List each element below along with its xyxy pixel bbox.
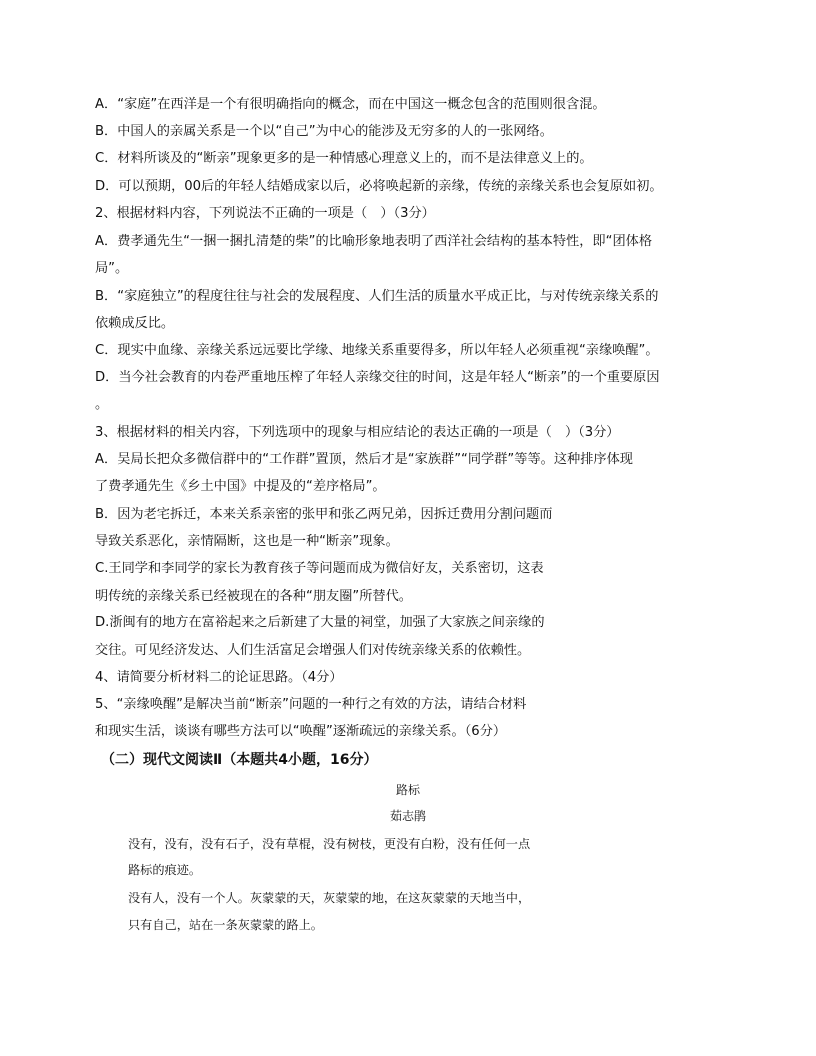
poem-author: 茹志鹃 [389,809,426,823]
section-title: （二）现代文阅读Ⅱ（本题共4小题，16分） [101,752,378,768]
text-line: C．现实中血缘、亲缘关系远远要比学缘、地缘关系重要得多，所以年轻人必须重视“亲缘唤醒”。 [95,343,659,358]
text-line: 导致关系恶化，亲情隔断，这也是一种“断亲”现象。 [95,534,399,549]
text-line: 交往。可见经济发达、人们生活富足会增强人们对传统亲缘关系的依赖性。 [95,643,531,658]
text-line: D．当今社会教育的内卷严重地压榨了年轻人亲缘交往的时间，这是年轻人“断亲”的一个重要原因 [95,370,660,385]
text-line: D.浙闽有的地方在富裕起来之后新建了大量的祠堂，加强了大家族之间亲缘的 [95,615,545,630]
question-5: 5、“亲缘唤醒”是解决当前“断亲”问题的一种行之有效的方法，请结合材料 [95,697,527,712]
text-line: A．吴局长把众多微信群中的“工作群”置顶，然后才是“家族群”“同学群”等等。这种排序体现 [95,452,633,467]
text-line-option-c: C．材料所谈及的“断亲”现象更多的是一种情感心理意义上的，而不是法律意义上的。 [95,151,593,166]
poem-line: 没有人，没有一个人。灰蒙蒙的天，灰蒙蒙的地，在这灰蒙蒙的天地当中， [128,891,531,905]
text-line: 。 [95,397,109,412]
text-line-option-a: A．“家庭”在西洋是一个有很明确指向的概念，而在中国这一概念包含的范围则很含混。 [95,97,606,112]
poem-line: 没有，没有，没有石子，没有草棍，没有树枝，更没有白粉，没有任何一点 [128,837,531,851]
question-2: 2、根据材料内容，下列说法不正确的一项是（ ）（3分） [95,206,435,221]
poem-line: 路标的痕迹。 [128,863,202,877]
text-line: 明传统的亲缘关系已经被现在的各种“朋友圈”所替代。 [95,589,412,604]
question-4: 4、请简要分析材料二的论证思路。（4分） [95,670,343,685]
text-line: B．因为老宅拆迁，本来关系亲密的张甲和张乙两兄弟，因拆迁费用分割问题而 [95,507,553,522]
poem-title: 路标 [395,783,420,797]
text-line: A．费孝通先生“一捆一捆扎清楚的柴”的比喻形象地表明了西洋社会结构的基本特性，即“团体格 [95,234,653,249]
text-line: 依赖成反比。 [95,316,175,331]
question-3: 3、根据材料的相关内容，下列选项中的现象与相应结论的表达正确的一项是（ ）（3分） [95,425,620,440]
poem-line: 只有自己，站在一条灰蒙蒙的路上。 [128,918,323,932]
text-line-option-d: D．可以预期，00后的年轻人结婚成家以后，必将唤起新的亲缘，传统的亲缘关系也会复原如初。 [95,179,663,194]
text-line-option-b: B．中国人的亲属关系是一个以“自己”为中心的能涉及无穷多的人的一张网络。 [95,124,553,139]
text-line: B．“家庭独立”的程度往往与社会的发展程度、人们生活的质量水平成正比，与对传统亲缘关系的 [95,289,659,304]
text-line: 局”。 [95,261,129,276]
text-line: 了费孝通先生《乡土中国》中提及的“差序格局”。 [95,479,386,494]
text-line: 和现实生活，谈谈有哪些方法可以“唤醒”逐渐疏远的亲缘关系。（6分） [95,724,507,739]
text-line: C.王同学和李同学的家长为教育孩子等问题而成为微信好友，关系密切，这表 [95,561,544,576]
